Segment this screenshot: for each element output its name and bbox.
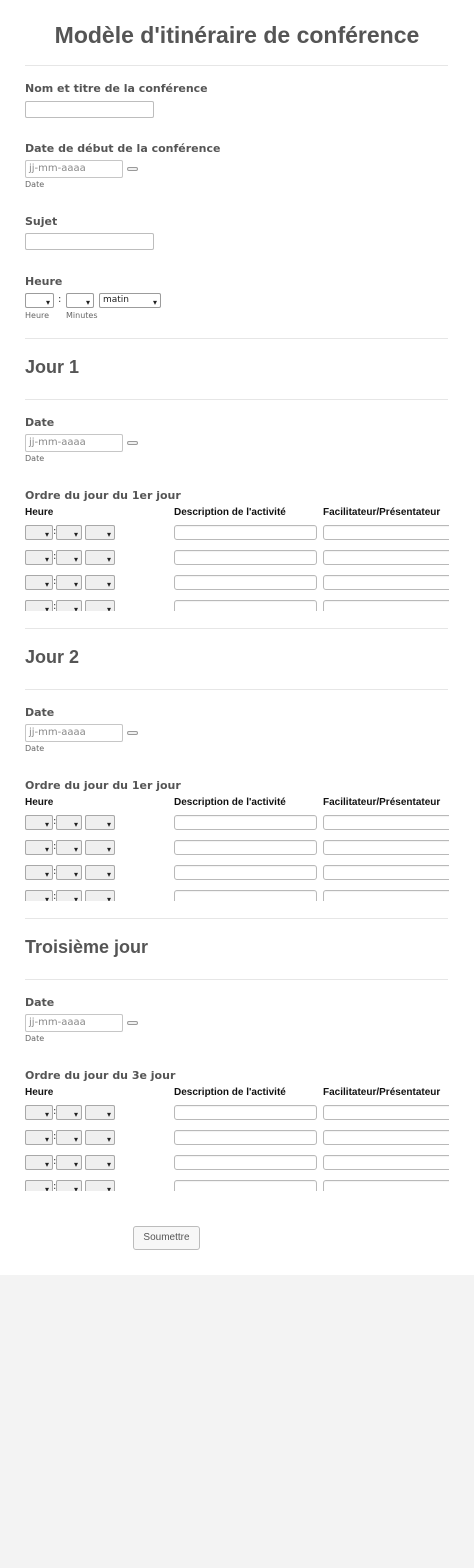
row-minute-select[interactable] [56,550,82,565]
start-date-label: Date de début de la conférence [25,142,221,155]
row-presenter-input[interactable] [323,575,449,590]
time-separator: : [53,1156,57,1167]
agenda-label: Ordre du jour du 1er jour [25,489,181,502]
day-date-input[interactable]: jj-mm-aaaa [25,434,123,452]
row-presenter-input[interactable] [323,1155,449,1170]
row-hour-select[interactable] [25,1180,53,1191]
day-heading: Troisième jour [25,937,149,957]
row-minute-select[interactable] [56,1180,82,1191]
footer-background [0,1275,474,1568]
chevron-down-icon: ▾ [73,530,78,539]
chevron-down-icon: ▾ [73,845,78,854]
submit-button[interactable]: Soumettre [133,1226,200,1250]
chevron-down-icon: ▾ [44,870,49,879]
day-date-label: Date [25,706,55,719]
row-ampm-select[interactable] [85,575,115,590]
column-header-presenter: Facilitateur/Présentateur [323,1087,441,1098]
chevron-down-icon: ▾ [44,1135,49,1144]
column-header-time: Heure [25,507,54,518]
divider [25,65,448,66]
row-description-input[interactable] [174,575,317,590]
row-minute-select[interactable] [56,1105,82,1120]
time-separator: : [53,1181,57,1191]
chevron-down-icon: ▾ [106,1160,111,1169]
chevron-down-icon: ▾ [73,870,78,879]
chevron-down-icon: ▾ [106,555,111,564]
chevron-down-icon: ▾ [44,1160,49,1169]
day-date-label: Date [25,416,55,429]
day-heading: Jour 2 [25,647,80,667]
chevron-down-icon: ▾ [44,1185,49,1191]
row-presenter-input[interactable] [323,1105,449,1120]
time-label: Heure [25,275,63,288]
row-description-input[interactable] [174,525,317,540]
row-ampm-select[interactable] [85,865,115,880]
row-ampm-select[interactable] [85,550,115,565]
chevron-down-icon: ▾ [73,580,78,589]
subject-label: Sujet [25,215,58,228]
row-ampm-select[interactable] [85,890,115,901]
row-ampm-select[interactable] [85,1105,115,1120]
row-ampm-select[interactable] [85,600,115,611]
row-hour-select[interactable] [25,840,53,855]
row-presenter-input[interactable] [323,815,449,830]
column-header-time: Heure [25,797,54,808]
calendar-icon[interactable] [127,167,138,171]
day-date-input[interactable]: jj-mm-aaaa [25,724,123,742]
row-description-input[interactable] [174,1180,317,1191]
row-description-input[interactable] [174,890,317,901]
divider [25,979,448,980]
row-minute-select[interactable] [56,600,82,611]
row-hour-select[interactable] [25,865,53,880]
hours-sublabel: Heure [25,311,50,320]
row-hour-select[interactable] [25,1155,53,1170]
column-header-description: Description de l'activité [174,507,286,518]
chevron-down-icon: ▾ [106,1135,111,1144]
time-separator: : [53,891,57,901]
chevron-down-icon: ▾ [44,555,49,564]
row-ampm-select[interactable] [85,815,115,830]
time-separator: : [58,294,62,305]
conference-name-input[interactable] [25,101,154,118]
row-presenter-input[interactable] [323,890,449,901]
ampm-select[interactable] [99,293,161,308]
row-presenter-input[interactable] [323,550,449,565]
row-description-input[interactable] [174,865,317,880]
row-ampm-select[interactable] [85,1180,115,1191]
day-heading: Jour 1 [25,357,80,377]
hour-select[interactable] [25,293,54,308]
row-presenter-input[interactable] [323,840,449,855]
calendar-icon[interactable] [127,731,138,735]
row-minute-select[interactable] [56,815,82,830]
chevron-down-icon: ▾ [73,1160,78,1169]
time-separator: : [53,1106,57,1117]
chevron-down-icon: ▾ [106,1110,111,1119]
chevron-down-icon: ▾ [106,605,111,611]
day-date-sublabel: Date [25,744,45,753]
calendar-icon[interactable] [127,1021,138,1025]
time-separator: : [53,841,57,852]
column-header-presenter: Facilitateur/Présentateur [323,797,441,808]
row-minute-select[interactable] [56,1155,82,1170]
agenda-label: Ordre du jour du 3e jour [25,1069,176,1082]
row-hour-select[interactable] [25,1105,53,1120]
chevron-down-icon: ▾ [106,870,111,879]
agenda-table[interactable] [25,523,449,611]
form-title: Modèle d'itinéraire de conférence [54,22,420,48]
row-description-input[interactable] [174,1130,317,1145]
row-hour-select[interactable] [25,1130,53,1145]
row-minute-select[interactable] [56,890,82,901]
column-header-time: Heure [25,1087,54,1098]
chevron-down-icon: ▾ [73,895,78,901]
row-hour-select[interactable] [25,525,53,540]
day-date-sublabel: Date [25,454,45,463]
chevron-down-icon: ▾ [152,298,157,307]
row-presenter-input[interactable] [323,600,449,611]
row-hour-select[interactable] [25,890,53,901]
day-date-label: Date [25,996,55,1009]
chevron-down-icon: ▾ [106,845,111,854]
chevron-down-icon: ▾ [44,530,49,539]
time-separator: : [53,551,57,562]
day-date-input[interactable]: jj-mm-aaaa [25,1014,123,1032]
row-description-input[interactable] [174,840,317,855]
time-separator: : [53,601,57,611]
row-presenter-input[interactable] [323,1130,449,1145]
row-minute-select[interactable] [56,1130,82,1145]
subject-input[interactable] [25,233,154,250]
column-header-description: Description de l'activité [174,1087,286,1098]
row-hour-select[interactable] [25,550,53,565]
ampm-value: matin [103,295,130,305]
row-minute-select[interactable] [56,575,82,590]
divider [25,399,448,400]
time-separator: : [53,1131,57,1142]
agenda-label: Ordre du jour du 1er jour [25,779,181,792]
agenda-table[interactable] [25,1103,449,1191]
chevron-down-icon: ▾ [44,895,49,901]
row-description-input[interactable] [174,550,317,565]
column-header-presenter: Facilitateur/Présentateur [323,507,441,518]
row-presenter-input[interactable] [323,865,449,880]
chevron-down-icon: ▾ [44,580,49,589]
start-date-sublabel: Date [25,180,45,189]
row-hour-select[interactable] [25,815,53,830]
divider [25,689,448,690]
chevron-down-icon: ▾ [73,820,78,829]
chevron-down-icon: ▾ [73,605,78,611]
time-separator: : [53,526,57,537]
chevron-down-icon: ▾ [44,1110,49,1119]
divider [25,918,448,919]
row-ampm-select[interactable] [85,1155,115,1170]
time-separator: : [53,816,57,827]
start-date-input[interactable]: jj-mm-aaaa [25,160,123,178]
conference-name-label: Nom et titre de la conférence [25,82,208,95]
time-separator: : [53,866,57,877]
minutes-sublabel: Minutes [66,311,98,320]
chevron-down-icon: ▾ [106,530,111,539]
row-hour-select[interactable] [25,575,53,590]
divider [25,338,448,339]
day-date-sublabel: Date [25,1034,45,1043]
chevron-down-icon: ▾ [73,1185,78,1191]
row-presenter-input[interactable] [323,1180,449,1191]
row-minute-select[interactable] [56,840,82,855]
chevron-down-icon: ▾ [44,820,49,829]
chevron-down-icon: ▾ [44,605,49,611]
chevron-down-icon: ▾ [106,895,111,901]
column-header-description: Description de l'activité [174,797,286,808]
row-description-input[interactable] [174,1155,317,1170]
chevron-down-icon: ▾ [45,298,50,307]
chevron-down-icon: ▾ [106,1185,111,1191]
row-description-input[interactable] [174,815,317,830]
row-ampm-select[interactable] [85,525,115,540]
divider [25,628,448,629]
row-minute-select[interactable] [56,865,82,880]
agenda-table[interactable] [25,813,449,901]
row-description-input[interactable] [174,600,317,611]
chevron-down-icon: ▾ [44,845,49,854]
row-minute-select[interactable] [56,525,82,540]
chevron-down-icon: ▾ [73,1135,78,1144]
row-presenter-input[interactable] [323,525,449,540]
chevron-down-icon: ▾ [106,820,111,829]
minute-select[interactable] [66,293,94,308]
chevron-down-icon: ▾ [73,555,78,564]
row-description-input[interactable] [174,1105,317,1120]
chevron-down-icon: ▾ [85,298,90,307]
row-ampm-select[interactable] [85,1130,115,1145]
chevron-down-icon: ▾ [73,1110,78,1119]
time-separator: : [53,576,57,587]
row-hour-select[interactable] [25,600,53,611]
chevron-down-icon: ▾ [106,580,111,589]
calendar-icon[interactable] [127,441,138,445]
row-ampm-select[interactable] [85,840,115,855]
